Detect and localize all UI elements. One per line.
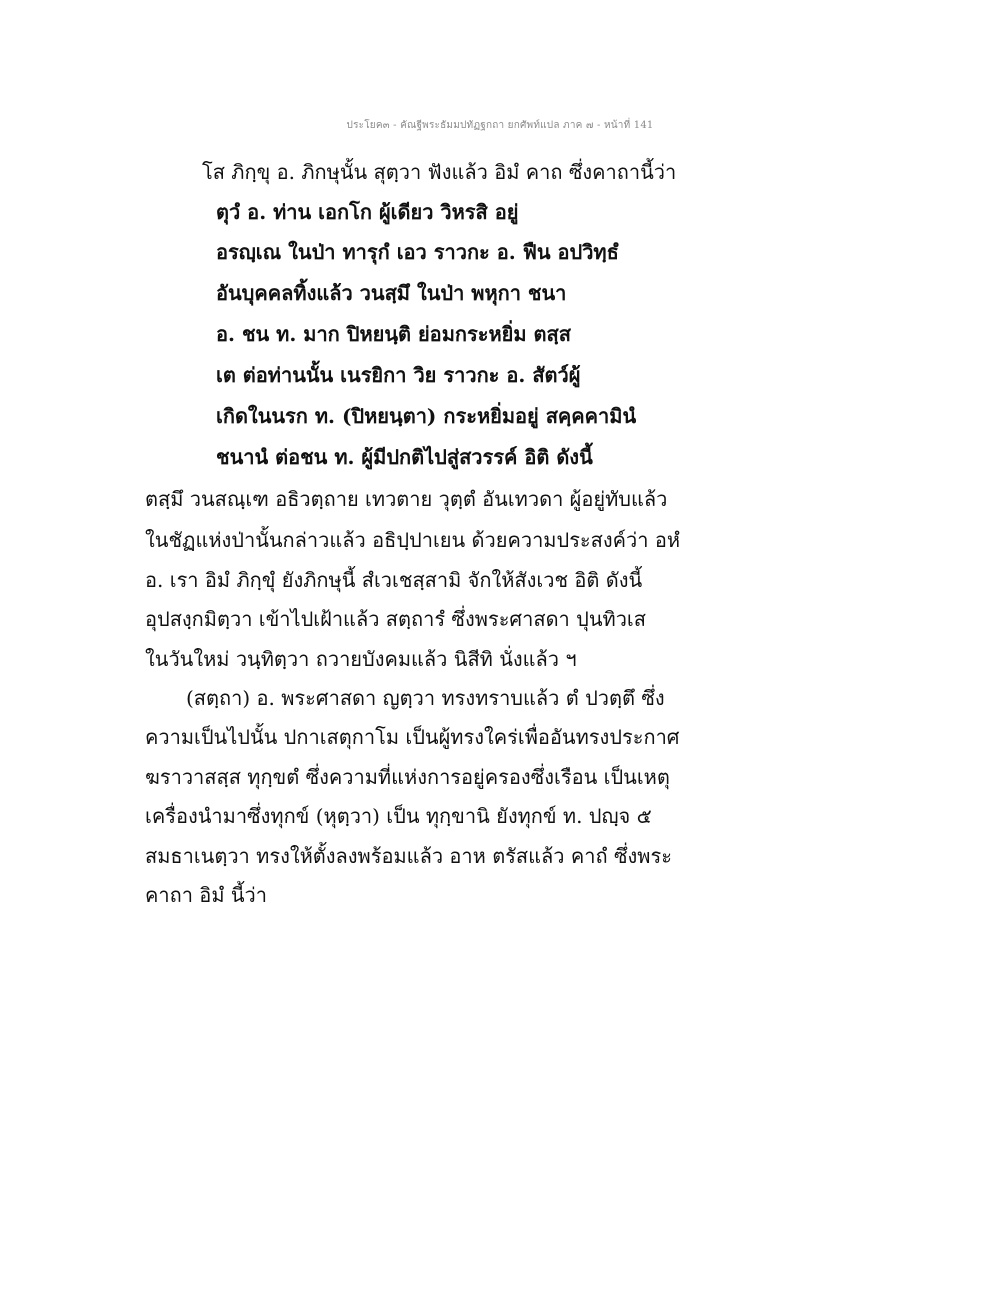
verse-line: ตุวํ อ. ท่าน เอกโก ผู้เดียว วิหรสิ อยู่ (216, 200, 519, 224)
verse-line: ชนานํ ต่อชน ท. ผู้มีปกติไปสู่สวรรค์ อิติ ดังนี้ (216, 445, 593, 469)
paragraph-line: (สตฺถา) อ. พระศาสดา ญตฺวา ทรงทราบแล้ว ตํ ปวตฺตึ ซึ่ง (186, 686, 665, 710)
paragraph-line: ในวันใหม่ วนฺทิตฺวา ถวายบังคมแล้ว นิสีทิ นั่งแล้ว ฯ (145, 647, 577, 671)
running-header: ประโยค๓ - คัณฐีพระธัมมปทัฏฐกถา ยกศัพท์แปล ภาค ๗ - หน้าที่ 141 (346, 120, 654, 131)
verse-line: อันบุคคลทิ้งแล้ว วนสฺมึ ในป่า พหุกา ชนา (216, 281, 567, 305)
paragraph-line: ความเป็นไปนั้น ปกาเสตุกาโม เป็นผู้ทรงใคร่เพื่ออันทรงประกาศ (145, 725, 680, 749)
verse-line: อรญฺเณ ในป่า ทารุกํ เอว ราวกะ อ. ฟืน อปวิทฺธํ (216, 240, 619, 264)
paragraph-line: เครื่องนำมาซึ่งทุกข์ (หุตฺวา) เป็น ทุกฺขานิ ยังทุกข์ ท. ปญฺจ ๕ (145, 804, 652, 828)
intro-line: โส ภิกฺขุ อ. ภิกษุนั้น สุตฺวา ฟังแล้ว อิมํ คาถ ซึ่งคาถานี้ว่า (202, 160, 677, 184)
verse-line: เต ต่อท่านนั้น เนรยิกา วิย ราวกะ อ. สัตว์ผู้ (216, 363, 581, 387)
paragraph-line: ตสฺมึ วนสณฺเฑ อธิวตฺถาย เทวตาย วุตฺตํ อันเทวดา ผู้อยู่ทับแล้ว (145, 487, 668, 511)
paragraph-line: อุปสงฺกมิตฺวา เข้าไปเฝ้าแล้ว สตฺถารํ ซึ่งพระศาสดา ปุนทิวเส (145, 607, 646, 631)
verse-line: อ. ชน ท. มาก ปิหยนฺติ ย่อมกระหยิ่ม ตสฺส (216, 322, 571, 346)
paragraph-line: ฆราวาสสฺส ทุกฺขตํ ซึ่งความที่แห่งการอยู่ครองซึ่งเรือน เป็นเหตุ (145, 765, 670, 789)
verse-line: เกิดในนรก ท. (ปิหยนฺตา) กระหยิ่มอยู่ สคฺคคามินํ (216, 404, 637, 428)
paragraph-line: คาถา อิมํ นี้ว่า (145, 883, 267, 907)
paragraph-line: สมธาเนตฺวา ทรงให้ตั้งลงพร้อมแล้ว อาห ตรัสแล้ว คาถํ ซึ่งพระ (145, 844, 672, 868)
paragraph-line: อ. เรา อิมํ ภิกฺขุํ ยังภิกษุนี้ สํเวเชสฺสามิ จักให้สังเวช อิติ ดังนี้ (145, 568, 643, 592)
paragraph-line: ในชัฏแห่งป่านั้นกล่าวแล้ว อธิปฺปาเยน ด้วยความประสงค์ว่า อหํ (145, 528, 681, 552)
